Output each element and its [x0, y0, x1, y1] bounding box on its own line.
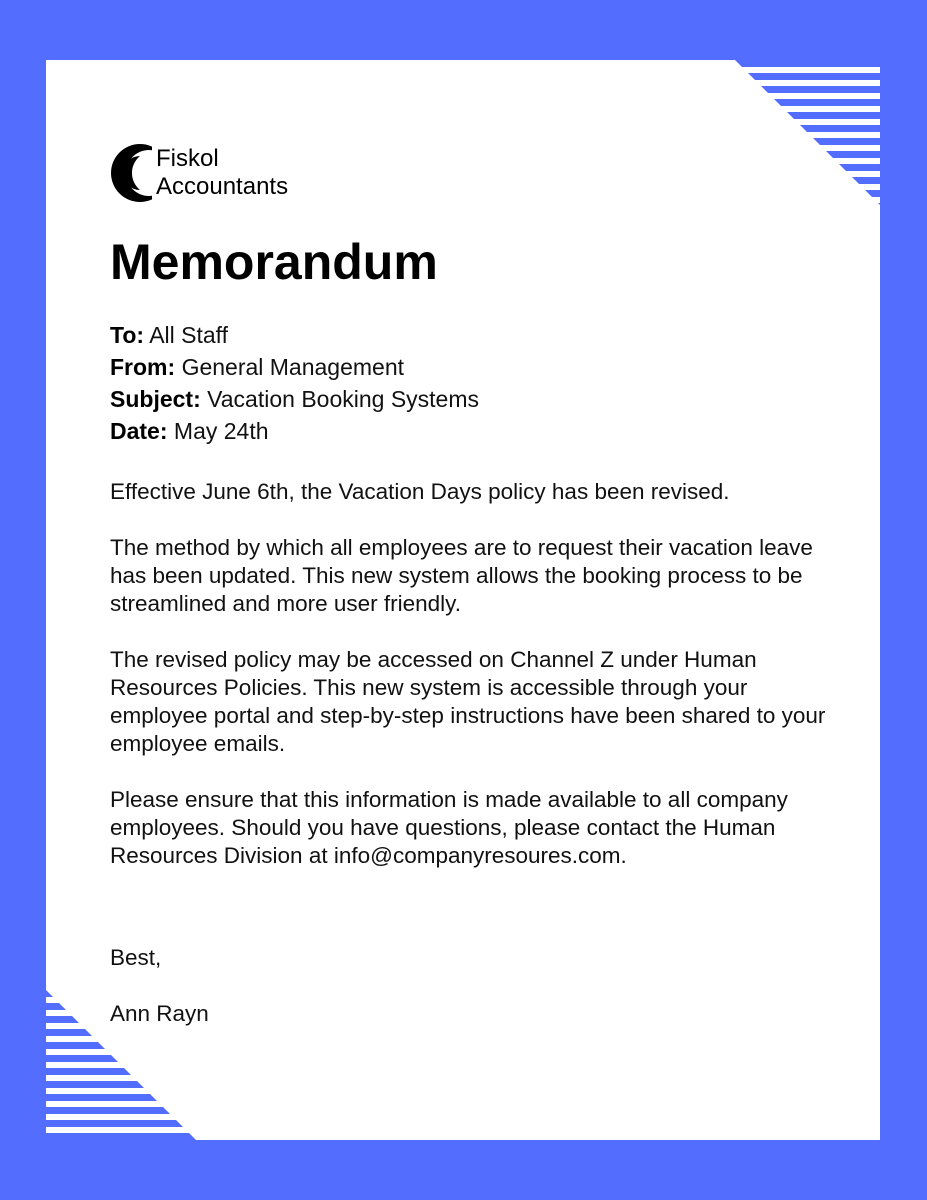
to-row	[110, 319, 479, 351]
body-paragraph-contact: Please ensure that this information is made available to all company employees. Should you have questions, please contact the Human Resources Division at info@companyresoures.com.	[110, 787, 788, 868]
subject-label: Subject:	[110, 386, 201, 412]
company-name-line2: Accountants	[156, 173, 289, 200]
body-paragraph-effective-date: Effective June 6th, the Vacation Days policy has been revised.	[110, 479, 730, 504]
memo-header-fields	[110, 319, 479, 447]
memo-body	[110, 478, 840, 898]
memo-title: Memorandum	[110, 234, 438, 290]
date-label: Date:	[110, 418, 168, 444]
body-paragraph-method: The method by which all employees are to request their vacation leave has been updated. This new system allows the booking process to be streamlined and more user friendly.	[110, 535, 813, 616]
date-value: May 24th	[173, 418, 269, 444]
body-paragraph-access: The revised policy may be accessed on Channel Z under Human Resources Policies. This new system is accessible through your employee portal and step-by-step instructions have been shared to your employee emails.	[110, 647, 826, 756]
company-name	[156, 145, 288, 201]
to-value: All Staff	[149, 322, 229, 348]
corner-stripes-top-right	[735, 60, 880, 205]
crescent-logo-icon	[110, 142, 152, 204]
from-label: From:	[110, 354, 176, 380]
date-row	[110, 415, 479, 447]
memo-closing	[110, 944, 209, 1056]
to-label: To:	[110, 322, 145, 348]
subject-row	[110, 383, 479, 415]
from-row	[110, 351, 479, 383]
subject-value: Vacation Booking Systems	[207, 386, 480, 412]
company-name-line1: Fiskol	[156, 145, 219, 172]
memo-page	[46, 60, 880, 1140]
from-value: General Management	[181, 354, 405, 380]
signature-name: Ann Rayn	[110, 1001, 209, 1026]
signoff: Best,	[110, 945, 162, 970]
company-brand	[110, 142, 288, 204]
